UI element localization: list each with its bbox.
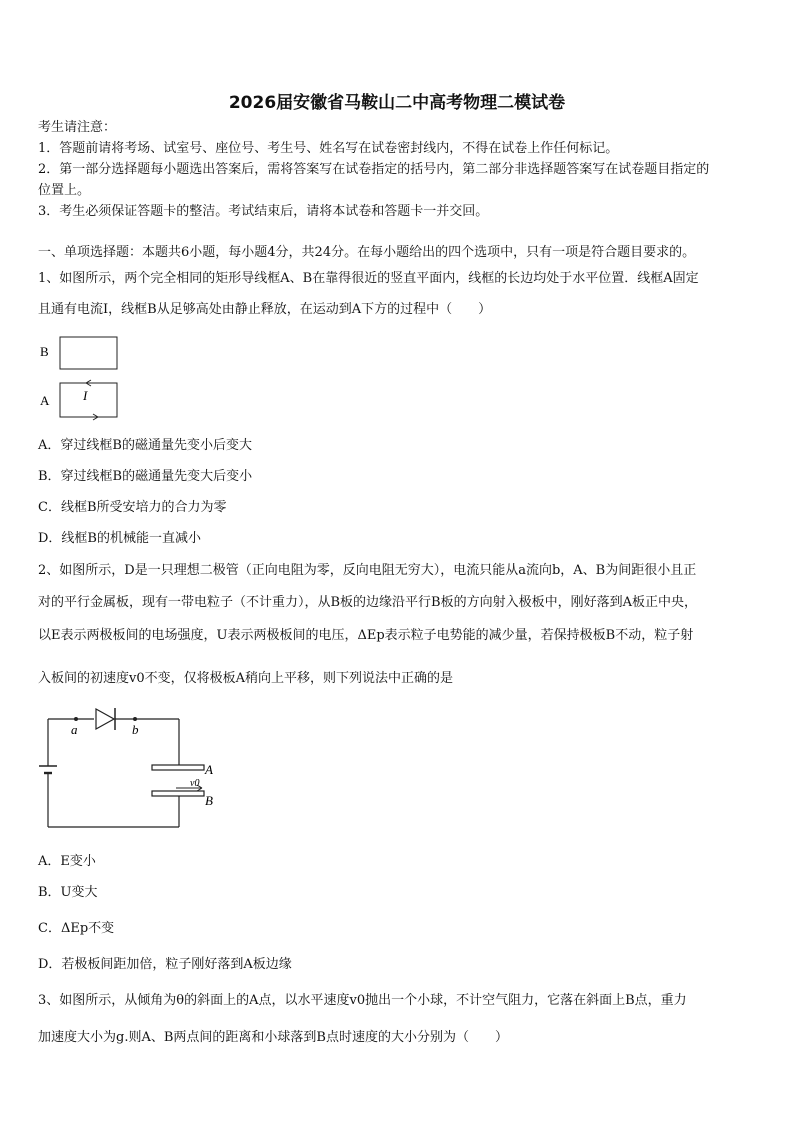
notice-item-3: 3．考生必须保证答题卡的整洁。考试结束后，请将本试卷和答题卡一并交回。 [38,204,489,219]
q2-stem-line3: 以E表示两极板间的电场强度，U表示两极板间的电压，ΔEp表示粒子电势能的减少量，若保持极板B不动，粒子射 [38,628,694,643]
plate-b [152,791,204,796]
plate-a-label: A [205,762,213,777]
velocity-label: v0 [190,778,200,789]
diode-icon [96,709,114,729]
frame-b [60,337,117,369]
node-b-label: b [132,722,139,737]
notice-item-2: 2．第一部分选择题每小题选出答案后，需将答案写在试卷指定的括号内，第二部分非选择题答案写在试卷题目指定的 [38,162,710,177]
q2-stem-line4: 入板间的初速度v0不变，仅将极板A稍向上平移，则下列说法中正确的是 [38,671,454,686]
q1-stem-line2: 且通有电流I，线框B从足够高处由静止释放，在运动到A下方的过程中（ ） [38,302,492,317]
q1-option-d: D．线框B的机械能一直减小 [38,531,201,546]
notice-item-2-cont: 位置上。 [38,183,91,198]
q1-option-a: A．穿过线框B的磁通量先变小后变大 [38,438,252,453]
node-a-label: a [71,722,78,737]
q2-stem-line2: 对的平行金属板，现有一带电粒子（不计重力），从B板的边缘沿平行B板的方向射入极板中，刚好落到A板正中央， [38,595,697,610]
q3-stem-line2: 加速度大小为g.则A、B两点间的距离和小球落到B点时速度的大小分别为（ ） [38,1030,508,1045]
q1-stem-line1: 1、如图所示，两个完全相同的矩形导线框A、B在靠得很近的竖直平面内，线框的长边均处于水平位置．线框A固定 [38,271,699,286]
node-a [74,717,78,721]
plate-a [152,765,204,770]
q1-figure [36,333,126,423]
q2-option-b: B．U变大 [38,885,98,900]
page-title: 2026届安徽省马鞍山二中高考物理二模试卷 [228,93,566,113]
current-label: I [83,388,88,403]
q2-option-a: A．E变小 [38,854,96,869]
q3-stem-line1: 3、如图所示，从倾角为θ的斜面上的A点，以水平速度v0抛出一个小球，不计空气阻力，它落在斜面上B点，重力 [38,993,687,1008]
frame-a [60,383,117,417]
q1-label-a: A [40,393,50,408]
section-heading: 一、单项选择题：本题共6小题，每小题4分，共24分。在每小题给出的四个选项中，只有一项是符合题目要求的。 [38,245,696,260]
q2-option-c: C．ΔEp不变 [38,921,115,936]
plate-b-label: B [205,793,213,808]
q1-option-c: C．线框B所受安培力的合力为零 [38,500,227,515]
notice-heading: 考生请注意： [38,120,117,135]
node-b [133,717,137,721]
q2-option-d: D．若极板间距加倍，粒子刚好落到A板边缘 [38,957,292,972]
q1-label-b: B [40,344,49,359]
q2-stem-line1: 2、如图所示，D是一只理想二极管（正向电阻为零，反向电阻无穷大），电流只能从a流向b，A、B为间距很小且正 [38,563,697,578]
q1-option-b: B．穿过线框B的磁通量先变大后变小 [38,469,253,484]
notice-item-1: 1．答题前请将考场、试室号、座位号、考生号、姓名写在试卷密封线内，不得在试卷上作任何标记。 [38,141,619,156]
q2-circuit-figure [36,702,236,837]
